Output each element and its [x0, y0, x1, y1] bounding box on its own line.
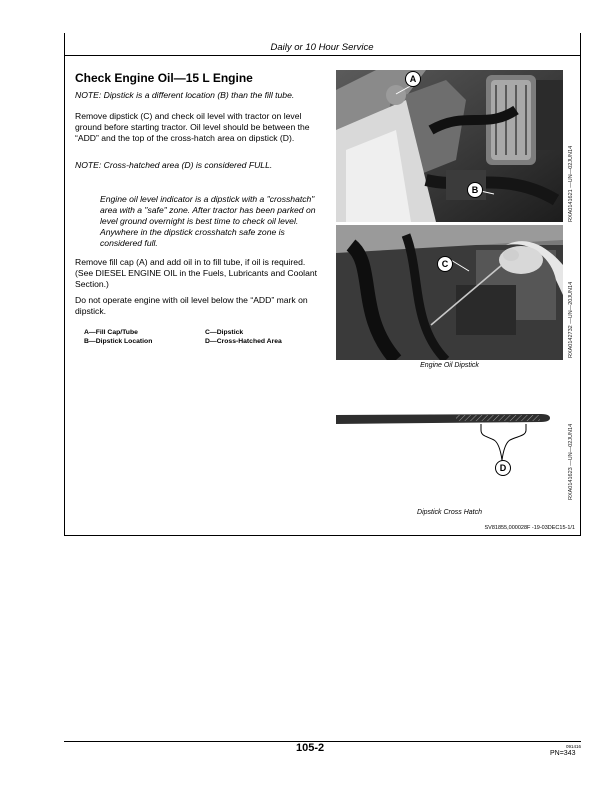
frame-right-line [580, 55, 581, 535]
legend-item-b: B—Dipstick Location [84, 337, 153, 345]
paragraph-warning: Do not operate engine with oil level below the “ADD” mark on dipstick. [75, 295, 308, 316]
callout-b: B [467, 182, 483, 198]
engine-bay-photo [336, 70, 563, 222]
section-header: Daily or 10 Hour Service [270, 42, 374, 53]
page-number: 105-2 [296, 742, 325, 754]
dipstick-crosshatch-illustration [336, 408, 563, 488]
legend-right [205, 329, 282, 346]
frame-left-line [64, 55, 65, 535]
paragraph-check-oil: Remove dipstick (C) and check oil level with tractor on level ground before starting tractor. Oil level should be between the “ADD” and the top of the cross-hatch area on dipstick (D). [75, 111, 310, 143]
legend-item-c: C—Dipstick [205, 329, 244, 336]
document-reference: SV81855,000028F -19-03DEC15-1/1 [484, 525, 575, 531]
legend-item-a: A—Fill Cap/Tube [84, 329, 138, 336]
figure-code-1: RXA0141621 —UN—02JUN14 [568, 145, 574, 222]
footer-pn: PN=343 [550, 750, 576, 757]
figure-caption-oil-dipstick: Engine Oil Dipstick [420, 362, 479, 369]
callout-a: A [405, 71, 421, 87]
note-dipstick-location: NOTE: Dipstick is a different location (B) than the fill tube. [75, 90, 295, 100]
page-title: Check Engine Oil—15 L Engine [75, 71, 253, 85]
figure-caption-dipstick-cross-hatch: Dipstick Cross Hatch [417, 509, 482, 516]
paragraph-fill-oil: Remove fill cap (A) and add oil in to fill tube, if oil is required. (See DIESEL ENGINE OIL in the Fuels, Lubricants and Coolant Section.) [75, 257, 318, 289]
footer-small-code: 091416 [566, 744, 582, 749]
note-cross-hatch: NOTE: Cross-hatched area (D) is considered FULL. [75, 160, 273, 170]
figure-code-3: RXA0141623 —UN—02JUN14 [568, 423, 574, 500]
callout-d: D [495, 460, 511, 476]
frame-bottom-rule [64, 535, 581, 536]
frame-top-right-line [580, 33, 581, 55]
frame-top-rule [64, 55, 581, 56]
figure-code-2: RXA0142732 —UN—20JUN14 [568, 281, 574, 358]
callout-c: C [437, 256, 453, 272]
legend-item-d: D—Cross-Hatched Area [205, 337, 282, 345]
dipstick-photo [336, 225, 563, 360]
legend-left [84, 329, 152, 346]
indented-note: Engine oil level indicator is a dipstick with a "crosshatch" area with a "safe" zone. After tractor has been parked on level ground overnight is best time to check oil level. Anywhere in the dipstick crosshatch safe zone is considered full. [100, 194, 316, 248]
